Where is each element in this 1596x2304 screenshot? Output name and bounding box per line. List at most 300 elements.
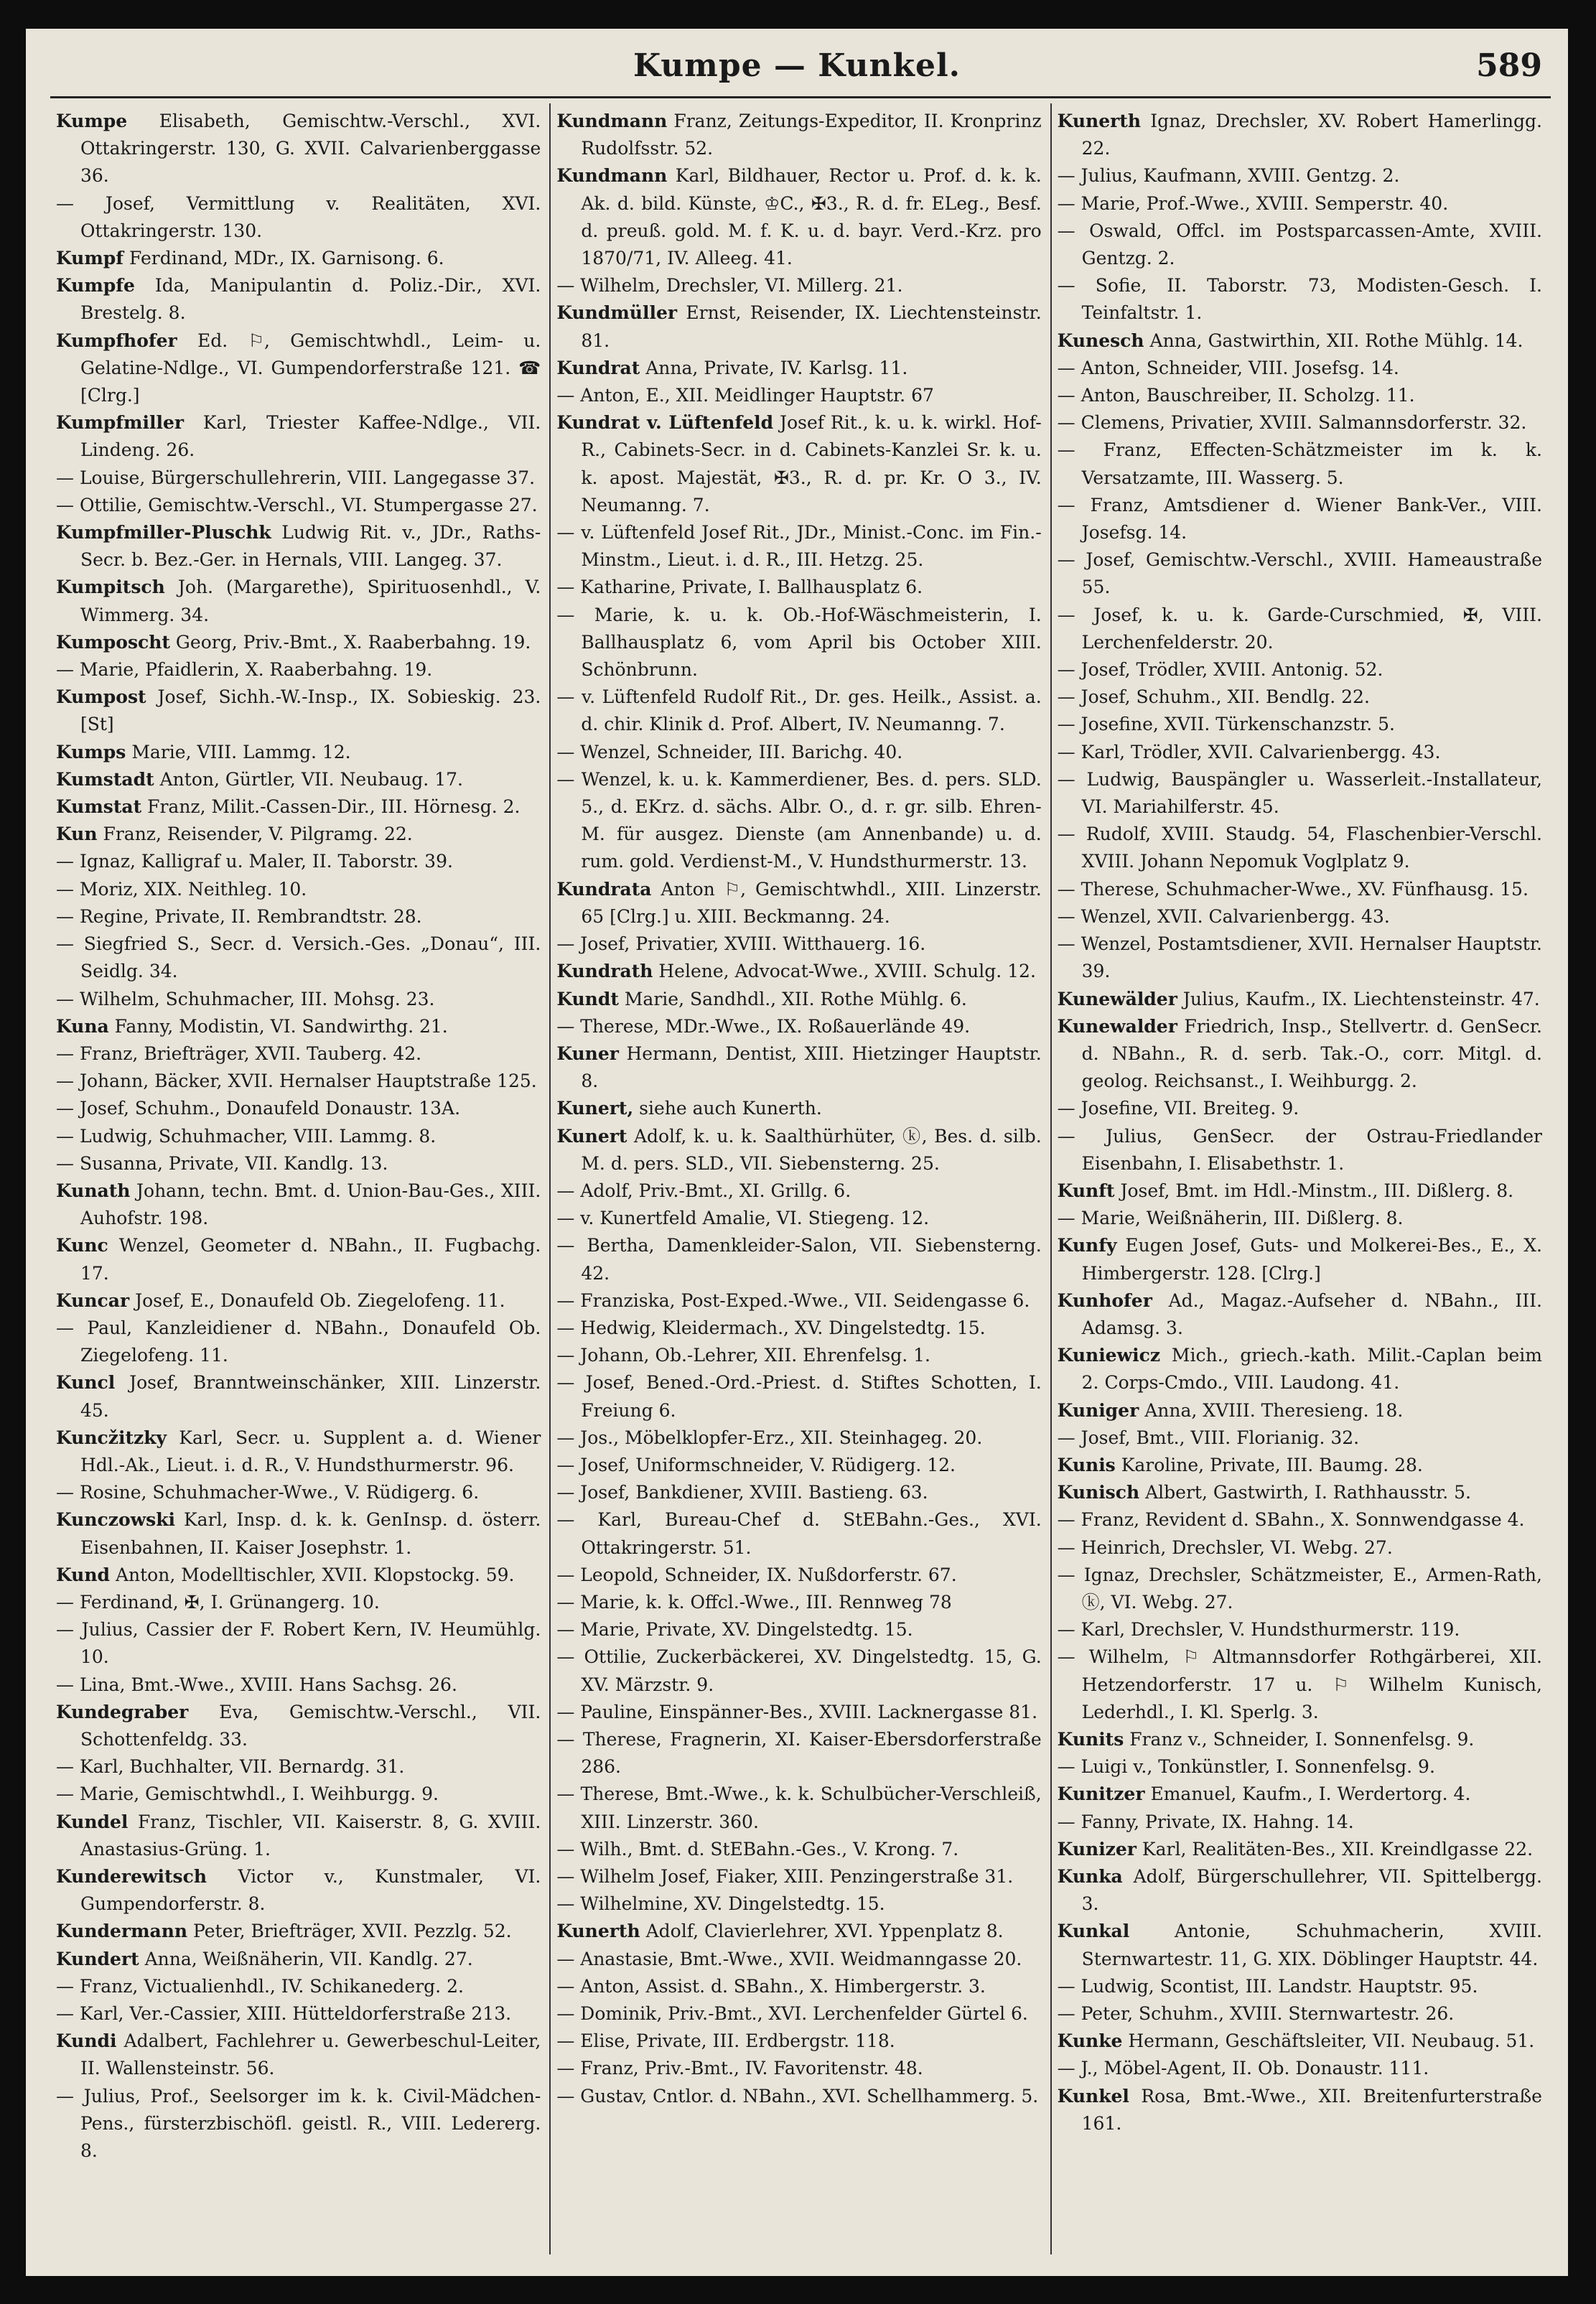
directory-entry xyxy=(56,245,541,272)
directory-entry xyxy=(1058,711,1542,738)
entry-surname: Kun xyxy=(56,824,98,845)
directory-entry xyxy=(1058,2028,1542,2055)
directory-entry xyxy=(556,1973,1041,2000)
directory-entry xyxy=(56,1150,541,1177)
directory-entry xyxy=(56,1315,541,1369)
entry-details: — Anton, Schneider, VIII. Josefsg. 14. xyxy=(1057,357,1399,378)
directory-entry xyxy=(1058,1452,1542,1479)
directory-entry xyxy=(1058,2000,1542,2028)
entry-surname: Kunisch xyxy=(1057,1482,1140,1503)
entry-surname: Kundmüller xyxy=(556,302,678,324)
entry-details: Albert, Gastwirth, I. Rathhausstr. 5. xyxy=(1139,1482,1471,1503)
directory-entry xyxy=(56,903,541,931)
entry-details: — Josefine, VII. Breiteg. 9. xyxy=(1057,1098,1299,1119)
directory-entry xyxy=(556,1479,1041,1506)
directory-entry xyxy=(56,465,541,492)
entry-surname: Kundmann xyxy=(556,165,668,187)
entry-details: — Josefine, XVII. Türkenschanzstr. 5. xyxy=(1057,714,1395,735)
directory-entry xyxy=(556,409,1041,519)
directory-entry xyxy=(1058,382,1542,409)
entry-surname: Kundel xyxy=(56,1811,129,1832)
directory-entry xyxy=(56,190,541,245)
directory-entry xyxy=(556,1040,1041,1095)
entry-details: Anton ⚐, Gemischtwhdl., XIII. Linzerstr. 65 [Clrg.] u. XIII. Beckmanng. 24. xyxy=(581,878,1042,927)
entry-details: — Therese, Bmt.-Wwe., k. k. Schulbücher-Verschleiß, XIII. Linzerstr. 360. xyxy=(556,1783,1042,1832)
directory-entry xyxy=(56,2000,541,2028)
entry-details: Ed. ⚐, Gemischtwhdl., Leim- u. Gelatine-Ndlge., VI. Gumpendorferstraße 121. ☎ [Clrg.] xyxy=(80,330,541,406)
columns xyxy=(50,103,1551,2254)
entry-details: — Karl, Drechsler, V. Hundsthurmerstr. 119. xyxy=(1057,1619,1460,1641)
entry-details: Ignaz, Drechsler, XV. Robert Hamerlingg. 22. xyxy=(1081,111,1542,159)
entry-details: Helene, Advocat-Wwe., XVIII. Schulg. 12. xyxy=(653,961,1036,982)
entry-details: Josef, Branntweinschänker, XIII. Linzerstr. 45. xyxy=(80,1372,541,1421)
directory-entry xyxy=(56,1287,541,1315)
column-2 xyxy=(551,103,1051,2254)
directory-entry xyxy=(56,931,541,985)
entry-details: Karl, Secr. u. Supplent a. d. Wiener Hdl.-Ak., Lieut. i. d. R., V. Hundsthurmerstr. 96. xyxy=(80,1427,541,1475)
directory-entry xyxy=(556,1616,1041,1643)
entry-details: — Wilhelm, Drechsler, VI. Millerg. 21. xyxy=(556,275,903,297)
directory-entry xyxy=(556,1452,1041,1479)
entry-details: — Louise, Bürgerschullehrerin, VIII. Langegasse 37. xyxy=(56,467,536,488)
directory-entry xyxy=(1058,602,1542,656)
entry-details: Rosa, Bmt.-Wwe., XII. Breitenfurterstraße 161. xyxy=(1081,2085,1542,2134)
directory-entry xyxy=(556,766,1041,876)
directory-entry xyxy=(56,1671,541,1699)
directory-entry xyxy=(556,2055,1041,2082)
entry-details: Franz, Milit.-Cassen-Dir., III. Hörnesg. 2. xyxy=(141,796,521,818)
entry-surname: Kunits xyxy=(1057,1728,1124,1750)
entry-details: Karl, Realitäten-Bes., XII. Kreindlgasse 22. xyxy=(1136,1838,1534,1860)
entry-surname: Kunis xyxy=(1057,1454,1116,1475)
directory-entry xyxy=(556,1315,1041,1342)
directory-entry xyxy=(556,1424,1041,1452)
entry-details: — Ignaz, Drechsler, Schätzmeister, E., Armen-Rath, ⓚ, VI. Webg. 27. xyxy=(1057,1564,1542,1613)
directory-entry xyxy=(556,1726,1041,1781)
entry-details: Eva, Gemischtw.-Verschl., VII. Schottenfeldg. 33. xyxy=(80,1701,541,1750)
directory-entry xyxy=(556,1946,1041,1973)
directory-entry xyxy=(556,684,1041,738)
directory-entry xyxy=(56,656,541,684)
directory-entry xyxy=(56,739,541,766)
entry-details: — Marie, Gemischtwhdl., I. Weihburgg. 9. xyxy=(56,1783,439,1805)
entry-details: Josef, Sichh.-W.-Insp., IX. Sobieskig. 23. [St] xyxy=(80,686,541,735)
directory-entry xyxy=(56,629,541,656)
entry-details: — Sofie, II. Taborstr. 73, Modisten-Gesch. I. Teinfaltstr. 1. xyxy=(1057,275,1542,324)
entry-details: — Josef, Gemischtw.-Verschl., XVIII. Hameaustraße 55. xyxy=(1057,549,1542,598)
directory-entry xyxy=(1058,1232,1542,1287)
entry-surname: Kunitzer xyxy=(1057,1783,1145,1805)
entry-details: — Franz, Amtsdiener d. Wiener Bank-Ver., VIII. Josefsg. 14. xyxy=(1057,494,1542,544)
entry-details: — Josef, Privatier, XVIII. Witthauerg. 16. xyxy=(556,933,926,955)
entry-details: — Josef, Schuhm., XII. Bendlg. 22. xyxy=(1057,686,1370,708)
directory-entry xyxy=(56,1369,541,1424)
directory-entry xyxy=(1058,1616,1542,1643)
entry-details: Adolf, k. u. k. Saalthürhüter, ⓚ, Bes. d. silb. M. d. pers. SLD., VII. Siebensterng. 25. xyxy=(581,1125,1042,1174)
directory-entry xyxy=(556,108,1041,162)
entry-details: — Fanny, Private, IX. Hahng. 14. xyxy=(1057,1811,1354,1832)
entry-details: — Franz, Briefträger, XVII. Tauberg. 42. xyxy=(56,1043,422,1064)
directory-entry xyxy=(56,848,541,875)
entry-surname: Kund xyxy=(56,1564,111,1585)
directory-entry xyxy=(556,1836,1041,1863)
directory-entry xyxy=(556,1918,1041,1945)
directory-entry xyxy=(556,958,1041,985)
entry-details: — Moriz, XIX. Neithleg. 10. xyxy=(56,878,307,900)
directory-entry xyxy=(556,931,1041,958)
directory-entry xyxy=(556,1643,1041,1698)
entry-details: Josef, Bmt. im Hdl.-Minstm., III. Dißlerg. 8. xyxy=(1114,1180,1514,1201)
entry-details: Eugen Josef, Guts- und Molkerei-Bes., E., X. Himbergerstr. 128. [Clrg.] xyxy=(1081,1235,1542,1284)
entry-surname: Kunke xyxy=(1057,2030,1123,2052)
entry-details: — Peter, Schuhm., XVIII. Sternwartestr. 26. xyxy=(1057,2003,1455,2025)
entry-details: Victor v., Kunstmaler, VI. Gumpendorferstr. 8. xyxy=(80,1866,541,1915)
directory-entry xyxy=(1058,739,1542,766)
directory-entry xyxy=(556,2028,1041,2055)
entry-details: — Dominik, Priv.-Bmt., XVI. Lerchenfelder Gürtel 6. xyxy=(556,2003,1028,2025)
entry-details: Fanny, Modistin, VI. Sandwirthg. 21. xyxy=(108,1015,448,1037)
entry-details: — Karl, Trödler, XVII. Calvarienbergg. 43. xyxy=(1057,741,1441,762)
entry-details: — Karl, Buchhalter, VII. Bernardg. 31. xyxy=(56,1756,405,1778)
entry-surname: Kumpf xyxy=(56,248,124,269)
directory-entry xyxy=(1058,1726,1542,1753)
directory-entry xyxy=(56,1232,541,1287)
entry-surname: Kunath xyxy=(56,1180,131,1201)
entry-details: Georg, Priv.-Bmt., X. Raaberbahng. 19. xyxy=(169,631,531,653)
entry-surname: Kumpost xyxy=(56,686,146,708)
entry-details: — Pauline, Einspänner-Bes., XVIII. Lacknergasse 81. xyxy=(556,1701,1038,1722)
entry-details: — Anton, Bauschreiber, II. Scholzg. 11. xyxy=(1057,385,1415,406)
entry-details: — Elise, Private, III. Erdbergstr. 118. xyxy=(556,2030,895,2052)
directory-entry xyxy=(1058,1013,1542,1096)
entry-surname: Kuncl xyxy=(56,1372,116,1394)
entry-details: Karl, Bildhauer, Rector u. Prof. d. k. k. Ak. d. bild. Künste, ♔C., ✠3., R. d. fr. ELeg., Besf. d. preuß. gold. M. f. K. u. d. bayr. Verd.-Krz. pro 1870/71, IV. Alleeg. 41. xyxy=(581,165,1042,269)
directory-entry xyxy=(556,382,1041,409)
entry-surname: Kunizer xyxy=(1057,1838,1137,1860)
directory-entry xyxy=(56,327,541,410)
entry-surname: Kuna xyxy=(56,1015,109,1037)
entry-details: Marie, VIII. Lammg. 12. xyxy=(126,741,351,762)
directory-entry xyxy=(556,272,1041,299)
entry-surname: Kunft xyxy=(1057,1180,1115,1201)
entry-details: — Franziska, Post-Exped.-Wwe., VII. Seidengasse 6. xyxy=(556,1289,1030,1311)
entry-details: — J., Möbel-Agent, II. Ob. Donaustr. 111. xyxy=(1057,2058,1429,2079)
entry-details: — Adolf, Priv.-Bmt., XI. Grillg. 6. xyxy=(556,1180,851,1201)
entry-surname: Kumstadt xyxy=(56,768,154,790)
directory-entry xyxy=(1058,437,1542,491)
directory-entry xyxy=(1058,1753,1542,1781)
entry-details: Franz, Tischler, VII. Kaiserstr. 8, G. XVIII. Anastasius-Grüng. 1. xyxy=(80,1811,541,1860)
directory-entry xyxy=(56,1177,541,1232)
directory-entry xyxy=(56,1753,541,1781)
entry-surname: Kumstat xyxy=(56,796,142,818)
entry-details: — Josef, Vermittlung v. Realitäten, XVI. Ottakringerstr. 130. xyxy=(56,192,541,241)
entry-details: — Lina, Bmt.-Wwe., XVIII. Hans Sachsg. 26. xyxy=(56,1674,457,1695)
directory-entry xyxy=(56,876,541,903)
directory-entry xyxy=(556,2000,1041,2028)
entry-details: — Marie, k. u. k. Ob.-Hof-Wäschmeisterin, I. Ballhausplatz 6, vom April bis October XIII. Schönbrunn. xyxy=(556,604,1042,681)
entry-details: Karoline, Private, III. Baumg. 28. xyxy=(1115,1454,1423,1475)
directory-entry xyxy=(56,1068,541,1095)
entry-details: — Wilhelmine, XV. Dingelstedtg. 15. xyxy=(556,1893,885,1915)
directory-entry xyxy=(556,1863,1041,1890)
entry-details: — Julius, Prof., Seelsorger im k. k. Civil-Mädchen-Pens., fürsterzbischöfl. geistl. R., VIII. Ledererg. 8. xyxy=(56,2085,541,2162)
directory-entry xyxy=(1058,272,1542,327)
entry-details: Hermann, Geschäftsleiter, VII. Neubaug. 51. xyxy=(1122,2030,1535,2052)
directory-entry xyxy=(556,1013,1041,1040)
entry-details: Franz, Reisender, V. Pilgramg. 22. xyxy=(97,824,413,845)
entry-details: — Johann, Bäcker, XVII. Hernalser Hauptstraße 125. xyxy=(56,1071,537,1092)
entry-surname: Kunerth xyxy=(1057,111,1141,131)
entry-details: — Ottilie, Gemischtw.-Verschl., VI. Stumpergasse 27. xyxy=(56,494,538,516)
entry-details: — Marie, Weißnäherin, III. Dißlerg. 8. xyxy=(1057,1208,1404,1229)
entry-surname: Kundermann xyxy=(56,1921,188,1942)
column-1 xyxy=(50,103,551,2254)
directory-entry xyxy=(1058,1643,1542,1726)
entry-details: Anna, Private, IV. Karlsg. 11. xyxy=(640,357,908,378)
entry-details: — Heinrich, Drechsler, VI. Webg. 27. xyxy=(1057,1536,1393,1558)
directory-entry xyxy=(1058,1205,1542,1232)
directory-entry xyxy=(56,1781,541,1808)
directory-entry xyxy=(556,986,1041,1013)
entry-details: Johann, techn. Bmt. d. Union-Bau-Ges., XIII. Auhofstr. 198. xyxy=(80,1180,541,1229)
entry-details: Karl, Insp. d. k. k. GenInsp. d. österr. Eisenbahnen, II. Kaiser Josephstr. 1. xyxy=(80,1509,541,1558)
entry-surname: Kumpfmiller xyxy=(56,412,185,434)
directory-entry xyxy=(1058,656,1542,684)
entry-details: Anna, Weißnäherin, VII. Kandlg. 27. xyxy=(139,1948,473,1969)
directory-entry xyxy=(56,1095,541,1122)
entry-details: Peter, Briefträger, XVII. Pezzlg. 52. xyxy=(187,1921,512,1942)
entry-details: — Clemens, Privatier, XVIII. Salmannsdorferstr. 32. xyxy=(1057,412,1527,434)
entry-details: Ernst, Reisender, IX. Liechtensteinstr. 81. xyxy=(581,302,1042,351)
entry-details: — Leopold, Schneider, IX. Nußdorferstr. 67. xyxy=(556,1564,957,1585)
entry-details: Anna, XVIII. Theresieng. 18. xyxy=(1139,1399,1404,1421)
directory-entry xyxy=(556,1095,1041,1122)
entry-details: — Ottilie, Zuckerbäckerei, XV. Dingelstedtg. 15, G. XV. Märzstr. 9. xyxy=(556,1646,1042,1695)
directory-entry xyxy=(1058,1424,1542,1452)
directory-entry xyxy=(56,684,541,738)
entry-details: — v. Lüftenfeld Josef Rit., JDr., Minist.-Conc. im Fin.-Minstm., Lieut. i. d. R., III. Hetzg. 25. xyxy=(556,522,1042,571)
entry-details: — Paul, Kanzleidiener d. NBahn., Donaufeld Ob. Ziegelofeng. 11. xyxy=(56,1317,541,1366)
entry-details: — Wenzel, XVII. Calvarienbergg. 43. xyxy=(1057,905,1390,927)
directory-entry xyxy=(556,1123,1041,1177)
entry-details: — Ludwig, Scontist, III. Landstr. Hauptstr. 95. xyxy=(1057,1975,1478,1997)
entry-details: — Therese, Schuhmacher-Wwe., XV. Fünfhausg. 15. xyxy=(1057,878,1529,900)
entry-details: — Franz, Victualienhdl., IV. Schikanederg. 2. xyxy=(56,1975,464,1997)
page-number: 589 xyxy=(1476,47,1542,84)
directory-entry xyxy=(56,1562,541,1589)
directory-entry xyxy=(1058,821,1542,875)
entry-details: Anna, Gastwirthin, XII. Rothe Mühlg. 14. xyxy=(1144,330,1523,351)
directory-page xyxy=(26,29,1568,2276)
entry-surname: Kunczowski xyxy=(56,1509,176,1531)
directory-entry xyxy=(556,1506,1041,1561)
directory-entry xyxy=(1058,876,1542,903)
entry-surname: Kunewalder xyxy=(1057,1015,1177,1037)
directory-entry xyxy=(56,766,541,793)
entry-surname: Kundrat xyxy=(556,357,640,378)
directory-entry xyxy=(1058,1342,1542,1396)
entry-surname: Kumpfhofer xyxy=(56,330,177,351)
directory-entry xyxy=(556,162,1041,272)
directory-entry xyxy=(56,1809,541,1863)
directory-entry xyxy=(556,1342,1041,1369)
entry-details: — Anastasie, Bmt.-Wwe., XVII. Weidmanngasse 20. xyxy=(556,1948,1022,1969)
entry-details: Karl, Triester Kaffee-Ndlge., VII. Lindeng. 26. xyxy=(80,412,541,461)
entry-details: — Ferdinand, ✠, I. Grünangerg. 10. xyxy=(56,1591,380,1613)
entry-details: — Jos., Möbelklopfer-Erz., XII. Steinhageg. 20. xyxy=(556,1427,983,1448)
directory-entry xyxy=(56,1946,541,1973)
directory-entry xyxy=(1058,1562,1542,1616)
entry-details: — Gustav, Cntlor. d. NBahn., XVI. Schellhammerg. 5. xyxy=(556,2085,1039,2107)
directory-entry xyxy=(556,1287,1041,1315)
entry-details: Ludwig Rit. v., JDr., Raths-Secr. b. Bez.-Ger. in Hernals, VIII. Langeg. 37. xyxy=(80,522,541,571)
entry-surname: Kuniewicz xyxy=(1057,1345,1161,1366)
directory-entry xyxy=(1058,1506,1542,1534)
entry-surname: Kunkal xyxy=(1057,1921,1130,1942)
entry-details: — Anton, Assist. d. SBahn., X. Himbergerstr. 3. xyxy=(556,1975,986,1997)
directory-entry xyxy=(556,1177,1041,1205)
entry-surname: Kunfy xyxy=(1057,1235,1117,1256)
directory-entry xyxy=(1058,492,1542,546)
entry-details: — v. Lüftenfeld Rudolf Rit., Dr. ges. Heilk., Assist. a. d. chir. Klinik d. Prof. Albert, IV. Neumanng. 7. xyxy=(556,686,1042,735)
entry-details: Ida, Manipulantin d. Poliz.-Dir., XVI. Brestelg. 8. xyxy=(80,275,541,324)
entry-details: — Susanna, Private, VII. Kandlg. 13. xyxy=(56,1152,388,1174)
entry-details: — Hedwig, Kleidermach., XV. Dingelstedtg. 15. xyxy=(556,1317,986,1338)
entry-details: — Josef, Bened.-Ord.-Priest. d. Stiftes Schotten, I. Freiung 6. xyxy=(556,1372,1042,1421)
directory-entry xyxy=(556,1589,1041,1616)
directory-entry xyxy=(1058,766,1542,821)
entry-details: Julius, Kaufm., IX. Liechtensteinstr. 47. xyxy=(1177,988,1540,1009)
entry-details: — Marie, k. k. Offcl.-Wwe., III. Rennweg 78 xyxy=(556,1591,952,1613)
directory-entry xyxy=(56,793,541,821)
entry-surname: Kumps xyxy=(56,741,126,762)
directory-entry xyxy=(1058,903,1542,931)
entry-surname: Kundrat v. Lüftenfeld xyxy=(556,412,774,434)
entry-details: — Wilhelm Josef, Fiaker, XIII. Penzingerstraße 31. xyxy=(556,1866,1014,1887)
directory-entry xyxy=(556,1369,1041,1424)
entry-details: — Julius, Kaufmann, XVIII. Gentzg. 2. xyxy=(1057,165,1400,187)
directory-entry xyxy=(1058,1397,1542,1424)
entry-surname: Kunc xyxy=(56,1235,108,1256)
directory-entry xyxy=(56,1506,541,1561)
directory-entry xyxy=(56,1040,541,1068)
directory-entry xyxy=(1058,1809,1542,1836)
directory-entry xyxy=(1058,108,1542,162)
directory-entry xyxy=(56,1973,541,2000)
entry-details: — Julius, Cassier der F. Robert Kern, IV. Heumühlg. 10. xyxy=(56,1619,541,1668)
entry-details: — Bertha, Damenkleider-Salon, VII. Siebensterng. 42. xyxy=(556,1235,1042,1284)
directory-entry xyxy=(556,1562,1041,1589)
entry-details: Emanuel, Kaufm., I. Werdertorg. 4. xyxy=(1144,1783,1471,1805)
entry-surname: Kunesch xyxy=(1057,330,1144,351)
entry-details: Wenzel, Geometer d. NBahn., II. Fugbachg. 17. xyxy=(80,1235,541,1284)
entry-details: — Siegfried S., Secr. d. Versich.-Ges. „Donau“, III. Seidlg. 34. xyxy=(56,933,541,982)
entry-details: — Marie, Pfaidlerin, X. Raaberbahng. 19. xyxy=(56,659,433,681)
entry-details: — Josef, k. u. k. Garde-Curschmied, ✠, VIII. Lerchenfelderstr. 20. xyxy=(1057,604,1542,653)
entry-details: — Oswald, Offcl. im Postsparcassen-Amte, XVIII. Gentzg. 2. xyxy=(1057,220,1542,269)
entry-details: — Ludwig, Schuhmacher, VIII. Lammg. 8. xyxy=(56,1125,437,1147)
entry-surname: Kundrata xyxy=(556,878,652,900)
directory-entry xyxy=(1058,1534,1542,1562)
entry-details: siehe auch Kunerth. xyxy=(633,1098,822,1119)
entry-details: — Wenzel, Schneider, III. Barichg. 40. xyxy=(556,741,903,762)
directory-entry xyxy=(1058,1836,1542,1863)
entry-details: — Wilhelm, ⚐ Altmannsdorfer Rothgärberei, XII. Hetzendorferstr. 17 u. ⚐ Wilhelm Kunisch, Lederhdl., I. Kl. Sperlg. 3. xyxy=(1057,1646,1542,1722)
entry-surname: Kuncar xyxy=(56,1289,130,1311)
directory-entry xyxy=(56,1616,541,1671)
entry-details: Adalbert, Fachlehrer u. Gewerbeschul-Leiter, II. Wallensteinstr. 56. xyxy=(80,2030,541,2079)
entry-details: — Marie, Private, XV. Dingelstedtg. 15. xyxy=(556,1619,913,1641)
entry-details: — Marie, Prof.-Wwe., XVIII. Semperstr. 40. xyxy=(1057,192,1449,214)
directory-entry xyxy=(56,492,541,519)
entry-surname: Kuner xyxy=(556,1043,619,1064)
directory-entry xyxy=(556,876,1041,931)
entry-details: — Rudolf, XVIII. Staudg. 54, Flaschenbier-Verschl. XVIII. Johann Nepomuk Voglplatz 9. xyxy=(1057,824,1542,872)
directory-entry xyxy=(1058,355,1542,382)
entry-details: — Regine, Private, II. Rembrandtstr. 28. xyxy=(56,905,422,927)
directory-entry xyxy=(556,299,1041,354)
entry-surname: Kumpfmiller-Pluschk xyxy=(56,522,271,544)
entry-details: — Josef, Bankdiener, XVIII. Bastieng. 63. xyxy=(556,1482,928,1503)
directory-entry xyxy=(1058,327,1542,355)
entry-surname: Kundert xyxy=(56,1948,139,1969)
directory-entry xyxy=(56,821,541,848)
directory-entry xyxy=(56,1589,541,1616)
entry-details: — Josef, Uniformschneider, V. Rüdigerg. 12. xyxy=(556,1454,956,1475)
entry-surname: Kunerth xyxy=(556,1921,640,1942)
entry-details: Anton, Gürtler, VII. Neubaug. 17. xyxy=(154,768,463,790)
directory-entry xyxy=(1058,1177,1542,1205)
directory-entry xyxy=(56,1479,541,1506)
entry-details: — Franz, Effecten-Schätzmeister im k. k. Versatzamte, III. Wasserg. 5. xyxy=(1057,439,1542,488)
entry-details: — Wilhelm, Schuhmacher, III. Mohsg. 23. xyxy=(56,988,435,1009)
directory-entry xyxy=(1058,190,1542,218)
entry-details: — Anton, E., XII. Meidlinger Hauptstr. 67 xyxy=(556,385,934,406)
directory-entry xyxy=(1058,2083,1542,2137)
directory-entry xyxy=(1058,2055,1542,2082)
entry-surname: Kundt xyxy=(556,988,619,1009)
entry-details: — Wilh., Bmt. d. StEBahn.-Ges., V. Krong. 7. xyxy=(556,1838,959,1860)
entry-details: Ferdinand, MDr., IX. Garnisong. 6. xyxy=(123,248,444,269)
entry-surname: Kunkel xyxy=(1057,2085,1129,2107)
entry-details: — v. Kunertfeld Amalie, VI. Stiegeng. 12. xyxy=(556,1208,930,1229)
entry-details: — Johann, Ob.-Lehrer, XII. Ehrenfelsg. 1. xyxy=(556,1345,930,1366)
directory-entry xyxy=(556,1205,1041,1232)
entry-surname: Kuniger xyxy=(1057,1399,1139,1421)
entry-details: Josef, E., Donaufeld Ob. Ziegelofeng. 11. xyxy=(129,1289,505,1311)
entry-surname: Kundrath xyxy=(556,961,653,982)
entry-details: Adolf, Clavierlehrer, XVI. Yppenplatz 8. xyxy=(640,1921,1004,1942)
directory-entry xyxy=(56,1699,541,1753)
entry-details: — Franz, Priv.-Bmt., IV. Favoritenstr. 48. xyxy=(556,2058,923,2079)
directory-entry xyxy=(56,519,541,574)
directory-entry xyxy=(56,2083,541,2165)
entry-surname: Kunert, xyxy=(556,1098,634,1119)
directory-entry xyxy=(556,1890,1041,1918)
entry-details: — Rosine, Schuhmacher-Wwe., V. Rüdigerg. 6. xyxy=(56,1482,480,1503)
entry-surname: Kuncžitzky xyxy=(56,1427,167,1448)
entry-details: — Ignaz, Kalligraf u. Maler, II. Taborstr. 39. xyxy=(56,851,453,872)
directory-entry xyxy=(556,1699,1041,1726)
entry-surname: Kundi xyxy=(56,2030,117,2052)
entry-details: Elisabeth, Gemischtw.-Verschl., XVI. Ottakringerstr. 130, G. XVII. Calvarienberggasse 36. xyxy=(80,111,541,187)
directory-entry xyxy=(1058,1973,1542,2000)
directory-entry xyxy=(1058,1918,1542,1972)
column-3 xyxy=(1052,103,1551,2254)
directory-entry xyxy=(1058,986,1542,1013)
directory-entry xyxy=(1058,218,1542,272)
